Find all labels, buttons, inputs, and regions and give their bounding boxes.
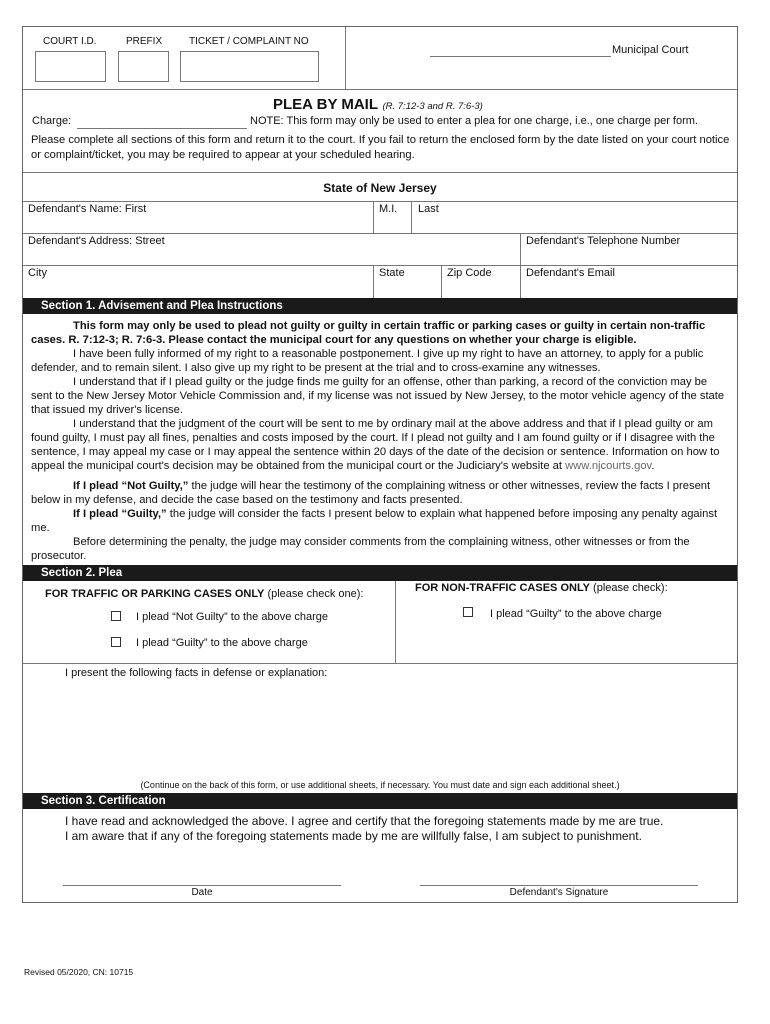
date-label: Date <box>191 887 213 898</box>
certification-line2: I am aware that if any of the foregoing statements made by me are willfully false, I am subject to punishment. <box>65 829 642 843</box>
nontraffic-heading <box>415 582 668 594</box>
guilty-lead: If I plead “Guilty,” <box>73 508 167 520</box>
form-title <box>273 96 483 114</box>
email-label: Defendant's Email <box>526 267 615 279</box>
state-label: State <box>379 267 405 279</box>
divider <box>23 89 737 90</box>
traffic-heading-rest: (please check one): <box>264 588 364 600</box>
title-main: PLEA BY MAIL <box>273 96 379 113</box>
charge-note: NOTE: This form may only be used to enter a plea for one charge, i.e., one charge per form. <box>250 115 698 127</box>
traffic-heading <box>45 588 363 600</box>
address-label: Defendant's Address: Street <box>28 235 165 247</box>
signature-label: Defendant's Signature <box>509 887 609 898</box>
guilty-label: I plead “Guilty” to the above charge <box>136 637 308 649</box>
header-divider <box>345 27 346 89</box>
defendant-first-name-label: Defendant's Name: First <box>28 203 147 215</box>
divider <box>23 172 737 173</box>
continue-note: (Continue on the back of this form, or use additional sheets, if necessary. You must date and sign each additional sheet.) <box>140 780 620 790</box>
court-id-label: COURT I.D. <box>43 36 97 47</box>
divider <box>411 201 412 233</box>
section1-header: Section 1. Advisement and Plea Instructions <box>23 298 737 314</box>
section1-p4 <box>31 479 731 507</box>
nontraffic-heading-bold: FOR NON-TRAFFIC CASES ONLY <box>415 582 590 594</box>
facts-textarea[interactable] <box>29 683 731 779</box>
section1-body <box>31 319 731 563</box>
divider <box>23 265 737 266</box>
not-guilty-lead: If I plead “Not Guilty,” <box>73 480 189 492</box>
signature-field[interactable] <box>420 885 698 886</box>
municipal-court-field[interactable] <box>430 56 611 57</box>
court-id-field[interactable] <box>35 51 106 82</box>
njcourts-link[interactable]: www.njcourts.gov <box>565 460 652 472</box>
instructions: Please complete all sections of this form and return it to the court. If you fail to return the enclosed form by the date listed on your court notice or complaint/ticket, you may be required to appear at your scheduled hearing. <box>31 134 730 161</box>
section2-header: Section 2. Plea <box>23 565 737 581</box>
municipal-court-label: Municipal Court <box>612 44 689 56</box>
certification-text <box>65 814 663 844</box>
section1-p1: I have been fully informed of my right to a reasonable postponement. I give up my right to have an attorney, to apply for a public defender, and to remain silent. I also give up my right to be present at the trial and to cross-examine any witnesses. <box>31 348 704 374</box>
section1-p5 <box>31 507 731 535</box>
divider <box>23 233 737 234</box>
divider <box>373 265 374 298</box>
nontraffic-guilty-checkbox[interactable] <box>463 607 473 617</box>
section1-p3-text: I understand that the judgment of the court will be sent to me by ordinary mail at the above address and that if I plead guilty or am found guilty, I must pay all fines, penalties and costs imposed by the court. If I plead not guilty and I am found guilty or if I disagree with the sentence, I may appeal my case or I may appeal the sentence within 20 days of the date of the decision or sentence. Information on how to appeal the municipal court's decision may be obtained from the municipal court or the Judiciary's website at <box>31 418 720 472</box>
section1-p3: I understand that the judgment of the court will be sent to me by ordinary mail at the above address and that if I plead guilty or am found guilty, I must pay all fines, penalties and costs imposed by the court. If I plead not guilty and I am found guilty or if I disagree with the sentence, I may appeal my case or I may appeal the sentence within 20 days of the date of the decision or sentence. Information on how to appeal the municipal court's decision may be obtained from the municipal court or the Judiciary's website at www.njcourts.gov. <box>31 418 720 472</box>
charge-label: Charge: <box>32 115 72 127</box>
certification-line1: I have read and acknowledged the above. I agree and certify that the foregoing statements made by me are true. <box>65 814 664 828</box>
not-guilty-label: I plead “Not Guilty” to the above charge <box>136 611 328 623</box>
section3-header: Section 3. Certification <box>23 793 737 809</box>
divider <box>395 581 396 663</box>
section1-p4-text: the judge will hear the testimony of the complaining witness or other witnesses, review the facts I present below in my defense, and decide the case based on the testimony and facts presented. <box>31 480 711 506</box>
ticket-label: TICKET / COMPLAINT NO <box>189 36 309 47</box>
phone-label: Defendant's Telephone Number <box>526 235 681 247</box>
state-heading: State of New Jersey <box>323 181 437 195</box>
section1-bold-intro: This form may only be used to plead not guilty or guilty in certain traffic or parking cases or guilty in certain non-traffic cases. R. 7:12-3; R. 7:6-3. Please contact the municipal court for any questions on whether your charge is eligible. <box>31 320 706 346</box>
facts-label: I present the following facts in defense or explanation: <box>65 667 328 679</box>
divider <box>520 233 521 265</box>
divider <box>23 663 737 664</box>
nontraffic-heading-rest: (please check): <box>590 582 668 594</box>
divider <box>373 201 374 233</box>
guilty-checkbox[interactable] <box>111 637 121 647</box>
date-field[interactable] <box>63 885 341 886</box>
last-name-label: Last <box>418 203 439 215</box>
charge-field[interactable] <box>77 128 247 129</box>
ticket-field[interactable] <box>180 51 319 82</box>
plea-form <box>22 26 738 903</box>
revision-footer: Revised 05/2020, CN: 10715 <box>24 967 134 977</box>
section1-p5-text: the judge will consider the facts I present below to explain what happened before imposing any penalty against me. <box>31 508 718 534</box>
prefix-label: PREFIX <box>126 36 163 47</box>
title-citation: (R. 7:12-3 and R. 7:6-3) <box>382 101 483 112</box>
divider <box>441 265 442 298</box>
zip-label: Zip Code <box>447 267 492 279</box>
not-guilty-checkbox[interactable] <box>111 611 121 621</box>
traffic-heading-bold: FOR TRAFFIC OR PARKING CASES ONLY <box>45 588 265 600</box>
nontraffic-guilty-label: I plead “Guilty” to the above charge <box>490 608 662 620</box>
section1-p2: I understand that if I plead guilty or the judge finds me guilty for an offense, other than parking, a record of the conviction may be sent to the New Jersey Motor Vehicle Commission and, if my license was not issued by New Jersey, to the motor vehicle agency of the state that issued my driver's license. <box>31 376 725 416</box>
divider <box>520 265 521 298</box>
mi-label: M.I. <box>379 203 398 215</box>
city-label: City <box>28 267 47 279</box>
section1-p6: Before determining the penalty, the judge may consider comments from the complaining witness, other witnesses or from the prosecutor. <box>31 536 690 562</box>
prefix-field[interactable] <box>118 51 169 82</box>
divider <box>23 201 737 202</box>
